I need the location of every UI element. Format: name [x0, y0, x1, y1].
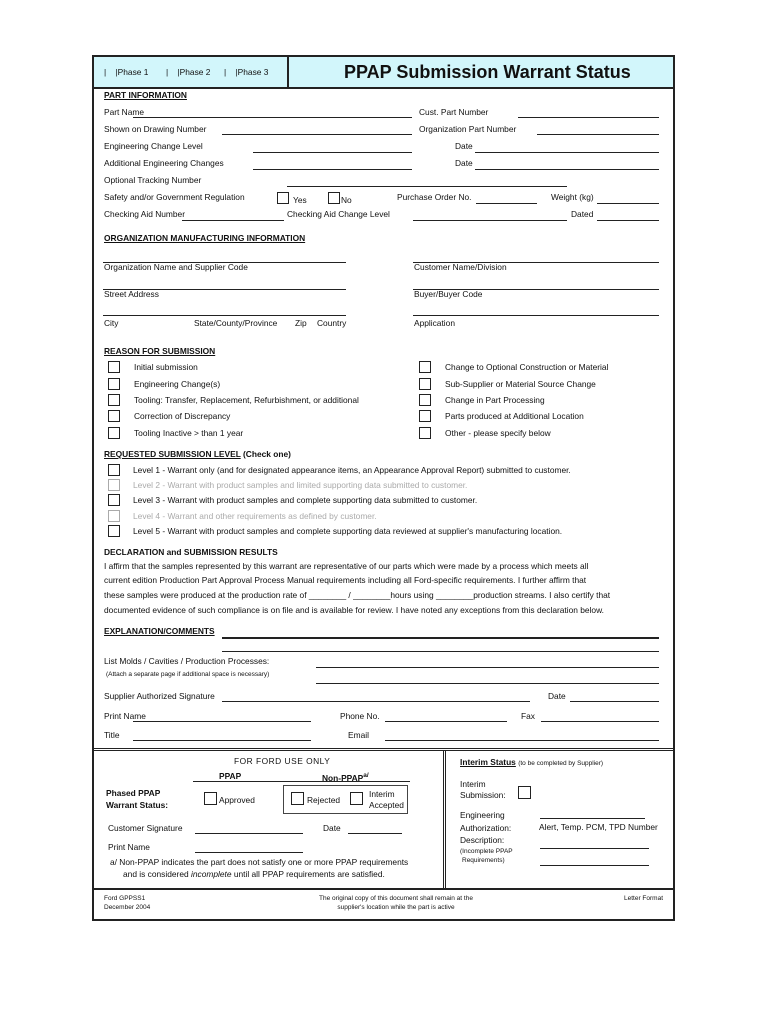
section-divider	[443, 750, 446, 888]
declaration-line: I affirm that the samples represented by this warrant are representative of our parts which were made by a process which meets all	[104, 561, 589, 571]
note-text: until all PPAP requirements are satisfied.	[231, 869, 385, 879]
reason-checkbox[interactable]	[419, 427, 431, 439]
dated-label: Dated	[571, 209, 594, 219]
reason-checkbox[interactable]	[108, 427, 120, 439]
level-5-checkbox[interactable]	[108, 525, 120, 537]
rejected-label: Rejected	[307, 795, 341, 805]
footer-note: supplier's location while the part is active	[337, 904, 455, 911]
list-molds-label: List Molds / Cavities / Production Processes:	[104, 656, 270, 666]
date-field[interactable]	[475, 152, 659, 153]
part-name-field[interactable]	[133, 117, 412, 118]
phone-label: Phone No.	[340, 711, 380, 721]
part-info-heading: PART INFORMATION	[104, 90, 187, 100]
interim-submission-checkbox[interactable]	[518, 786, 531, 799]
level-heading	[104, 449, 291, 459]
ppap-heading: PPAP	[219, 771, 242, 781]
form-id: Ford GPPSS1	[104, 895, 146, 902]
note-emphasis: incomplete	[190, 869, 232, 879]
date-field[interactable]	[570, 701, 659, 702]
date-label: Date	[455, 158, 473, 168]
state-label: State/County/Province	[194, 318, 278, 328]
level-3-label: Level 3 - Warrant with product samples and complete supporting data submitted to customer.	[133, 495, 478, 505]
org-part-number-label: Organization Part Number	[419, 124, 517, 134]
checking-aid-change-field[interactable]	[413, 220, 567, 221]
note-text: and is considered	[123, 869, 191, 879]
warrant-status-label: Warrant Status:	[106, 800, 169, 810]
reason-label: Initial submission	[134, 362, 198, 372]
title-label: Title	[104, 730, 120, 740]
engineering-authorization-field[interactable]	[540, 818, 645, 819]
tracking-number-label: Optional Tracking Number	[104, 175, 202, 185]
date-label: Date	[455, 141, 473, 151]
dated-field[interactable]	[597, 220, 659, 221]
reason-label: Sub-Supplier or Material Source Change	[445, 379, 596, 389]
checking-aid-number-field[interactable]	[182, 220, 284, 221]
additional-eng-changes-label: Additional Engineering Changes	[104, 158, 224, 168]
drawing-number-label: Shown on Drawing Number	[104, 124, 207, 134]
rejected-checkbox[interactable]	[291, 792, 304, 805]
description-label: Description:	[460, 835, 505, 845]
email-field[interactable]	[385, 740, 659, 741]
reason-checkbox[interactable]	[419, 361, 431, 373]
purchase-order-label: Purchase Order No.	[397, 192, 472, 202]
customer-signature-field[interactable]	[195, 833, 303, 834]
level-2-checkbox	[108, 479, 120, 491]
country-label: Country	[317, 318, 347, 328]
reason-checkbox[interactable]	[108, 361, 120, 373]
additional-eng-changes-field[interactable]	[253, 169, 412, 170]
org-part-number-field[interactable]	[537, 134, 659, 135]
application-label: Application	[414, 318, 455, 328]
yes-label: Yes	[293, 195, 307, 205]
safety-yes-checkbox[interactable]	[277, 192, 289, 204]
declaration-line: documented evidence of such compliance is on file and is available for review. I have noted any exceptions from this declaration below.	[104, 605, 604, 615]
fax-field[interactable]	[541, 721, 659, 722]
note-mark: a/	[363, 772, 369, 779]
city-field[interactable]	[103, 315, 346, 316]
drawing-number-field[interactable]	[222, 134, 412, 135]
customer-signature-label: Customer Signature	[108, 823, 183, 833]
reason-label: Other - please specify below	[445, 428, 551, 438]
authorization-label: Authorization:	[460, 823, 512, 833]
reason-heading: REASON FOR SUBMISSION	[104, 346, 216, 356]
submission-label: Submission:	[460, 790, 506, 800]
form-date: December 2004	[104, 904, 151, 911]
reason-label: Correction of Discrepancy	[134, 411, 231, 421]
application-field[interactable]	[413, 315, 659, 316]
interim-accepted-checkbox[interactable]	[350, 792, 363, 805]
tracking-number-field[interactable]	[287, 186, 567, 187]
org-name-label: Organization Name and Supplier Code	[104, 262, 248, 272]
interim-status-heading	[460, 757, 603, 769]
attach-note: (Attach a separate page if additional space is necessary)	[106, 671, 270, 678]
level-3-checkbox[interactable]	[108, 494, 120, 506]
approved-label: Approved	[219, 795, 255, 805]
safety-no-checkbox[interactable]	[328, 192, 340, 204]
incomplete-note: Requirements)	[462, 857, 505, 864]
part-name-label: Part Name	[104, 107, 145, 117]
weight-label: Weight (kg)	[551, 192, 594, 202]
level-4-checkbox	[108, 510, 120, 522]
org-info-heading: ORGANIZATION MANUFACTURING INFORMATION	[104, 233, 306, 243]
approved-checkbox[interactable]	[204, 792, 217, 805]
interim-status-title: Interim Status	[460, 757, 516, 767]
phase-2-label: Phase 2	[179, 67, 211, 77]
level-5-label: Level 5 - Warrant with product samples and complete supporting data reviewed at supplier's manufacturing location.	[133, 526, 563, 536]
cust-part-number-field[interactable]	[518, 117, 659, 118]
explanation-heading: EXPLANATION/COMMENTS	[104, 626, 215, 636]
phased-ppap-label: Phased PPAP	[106, 788, 161, 798]
date-label: Date	[323, 823, 341, 833]
interim-status-note: (to be completed by Supplier)	[518, 760, 604, 767]
reason-label: Engineering Change(s)	[134, 379, 221, 389]
non-ppap-underline	[268, 781, 410, 782]
description-field[interactable]	[540, 865, 649, 866]
level-4-label: Level 4 - Warrant and other requirements as defined by customer.	[133, 511, 377, 521]
zip-label: Zip	[295, 318, 307, 328]
print-name-label: Print Name	[108, 842, 150, 852]
phase-3-label: Phase 3	[237, 67, 269, 77]
date-label: Date	[548, 691, 566, 701]
reason-label: Tooling Inactive > than 1 year	[134, 428, 244, 438]
supplier-signature-field[interactable]	[222, 701, 530, 702]
reason-checkbox[interactable]	[419, 378, 431, 390]
buyer-label: Buyer/Buyer Code	[414, 289, 483, 299]
alert-number-label: Alert, Temp. PCM, TPD Number	[539, 822, 658, 832]
section-divider	[93, 748, 674, 751]
declaration-line: these samples were produced at the production rate of ________ / ________hours using ________production streams. I also certify that	[104, 590, 611, 600]
ford-use-heading: FOR FORD USE ONLY	[234, 756, 331, 766]
check-one-note: (Check one)	[243, 449, 291, 459]
level-1-checkbox[interactable]	[108, 464, 120, 476]
reason-label: Tooling: Transfer, Replacement, Refurbishment, or additional	[134, 395, 359, 405]
print-name-field[interactable]	[195, 852, 303, 853]
explanation-field[interactable]	[222, 651, 659, 652]
non-ppap-text: Non-PPAP	[322, 772, 364, 783]
date-field[interactable]	[475, 169, 659, 170]
phase-2-option[interactable]: | |Phase 2	[166, 67, 211, 77]
reason-checkbox[interactable]	[419, 394, 431, 406]
reason-checkbox[interactable]	[108, 394, 120, 406]
date-field[interactable]	[348, 833, 402, 834]
level-heading-text: REQUESTED SUBMISSION LEVEL	[104, 449, 241, 459]
reason-checkbox[interactable]	[419, 410, 431, 422]
checking-aid-change-label: Checking Aid Change Level	[287, 209, 390, 219]
level-1-label: Level 1 - Warrant only (and for designated appearance items, an Appearance Approval Report) submitted to customer.	[133, 465, 571, 475]
list-molds-field[interactable]	[316, 667, 659, 668]
interim-label: Interim	[369, 789, 395, 799]
print-name-field[interactable]	[133, 721, 311, 722]
description-field[interactable]	[540, 848, 649, 849]
letter-format: Letter Format	[624, 895, 664, 902]
non-ppap-note: a/ Non-PPAP indicates the part does not satisfy one or more PPAP requirements	[110, 857, 409, 867]
phase-1-option[interactable]: | |Phase 1	[104, 67, 149, 77]
phase-3-option[interactable]: | |Phase 3	[224, 67, 269, 77]
explanation-field[interactable]	[222, 637, 659, 639]
footer-note: The original copy of this document shall remain at the	[319, 895, 473, 902]
title-field[interactable]	[133, 740, 311, 741]
city-label: City	[104, 318, 119, 328]
fax-label: Fax	[521, 711, 535, 721]
reason-label: Parts produced at Additional Location	[445, 411, 584, 421]
cust-part-number-label: Cust. Part Number	[419, 107, 489, 117]
ppap-underline	[193, 781, 276, 782]
no-label: No	[341, 195, 352, 205]
level-2-label: Level 2 - Warrant with product samples and limited supporting data submitted to customer.	[133, 480, 468, 490]
phase-1-label: Phase 1	[117, 67, 149, 77]
reason-checkbox[interactable]	[108, 378, 120, 390]
declaration-line: current edition Production Part Approval Process Manual requirements including all Ford-specific requirements. I further affirm that	[104, 575, 587, 585]
eng-change-level-field[interactable]	[253, 152, 412, 153]
safety-label: Safety and/or Government Regulation	[104, 192, 245, 202]
declaration-heading: DECLARATION and SUBMISSION RESULTS	[104, 547, 278, 557]
engineering-label: Engineering	[460, 810, 505, 820]
phone-field[interactable]	[385, 721, 507, 722]
reason-label: Change to Optional Construction or Material	[445, 362, 609, 372]
checking-aid-number-label: Checking Aid Number	[104, 209, 185, 219]
print-name-label: Print Name	[104, 711, 146, 721]
eng-change-level-label: Engineering Change Level	[104, 141, 203, 151]
supplier-signature-label: Supplier Authorized Signature	[104, 691, 215, 701]
accepted-label: Accepted	[369, 800, 404, 810]
email-label: Email	[348, 730, 369, 740]
page-title: PPAP Submission Warrant Status	[344, 62, 631, 82]
reason-label: Change in Part Processing	[445, 395, 545, 405]
weight-field[interactable]	[597, 203, 659, 204]
interim-label: Interim	[460, 779, 486, 789]
reason-checkbox[interactable]	[108, 410, 120, 422]
purchase-order-field[interactable]	[476, 203, 537, 204]
list-molds-field[interactable]	[316, 683, 659, 684]
customer-name-label: Customer Name/Division	[414, 262, 507, 272]
non-ppap-note	[123, 869, 385, 879]
street-label: Street Address	[104, 289, 159, 299]
incomplete-note: (Incomplete PPAP	[460, 848, 513, 855]
footer-divider	[93, 888, 674, 890]
